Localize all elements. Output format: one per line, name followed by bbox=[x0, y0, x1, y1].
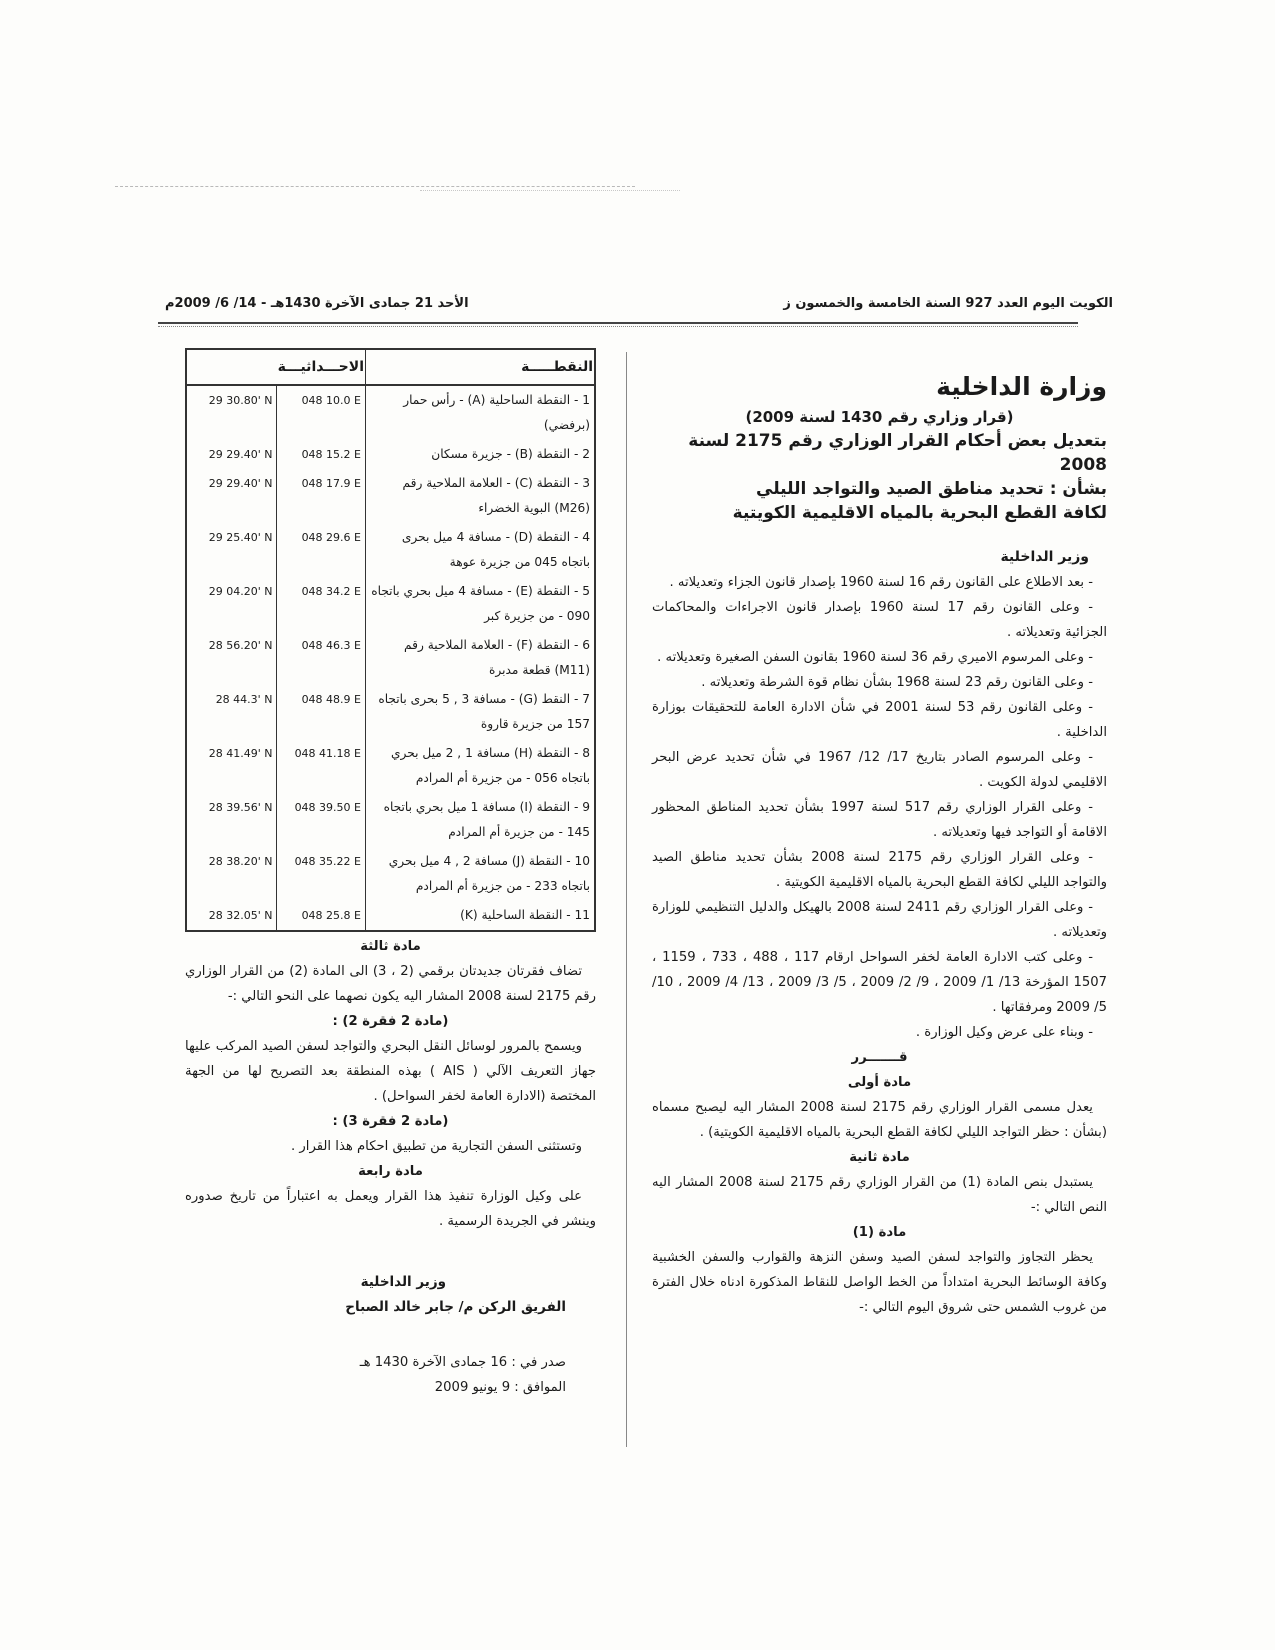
longitude-cell: 048 41.18 E bbox=[277, 739, 366, 793]
latitude-cell: 28 44.3' N bbox=[215, 693, 273, 706]
point-cell: 3 - النقطة (C) - العلامة الملاحية رقم (M26) البوية الخضراء bbox=[402, 476, 590, 515]
latitude-cell: 29 30.80' N bbox=[208, 394, 273, 407]
longitude-cell: 048 17.9 E bbox=[277, 469, 366, 523]
table-row bbox=[186, 631, 595, 685]
issue-date-gregorian: الموافق : 9 يونيو 2009 bbox=[434, 1380, 566, 1395]
decree-subject-1: بتعديل بعض أحكام القرار الوزاري رقم 2175 لسنة 2008 bbox=[688, 431, 1107, 475]
column-header-coords: الاحـــداثيـــة bbox=[186, 349, 366, 385]
longitude-cell: 048 39.50 E bbox=[277, 793, 366, 847]
decided-heading: قـــــــرر bbox=[851, 1050, 908, 1065]
preamble-item: - وعلى القرار الوزاري رقم 2175 لسنة 2008 بشأن تحديد مناطق الصيد والتواجد الليلي لكافة القطع البحرية بالمياه الاقليمية الكويتية . bbox=[652, 850, 1107, 890]
article-3-title: مادة ثالثة bbox=[360, 939, 421, 954]
article-one-text: يحظر التجاوز والتواجد لسفن الصيد وسفن النزهة والقوارب والسفن الخشبية وكافة الوسائط البحرية امتداداً من الخط الواصل للنقاط المذكورة ادناه خلال الفترة من غروب الشمس حتى شروق اليوم التالي :- bbox=[652, 1250, 1107, 1315]
table-row bbox=[186, 739, 595, 793]
preamble-item: - وعلى القانون رقم 23 لسنة 1968 بشأن نظام قوة الشرطة وتعديلاته . bbox=[701, 675, 1093, 690]
latitude-cell: 28 39.56' N bbox=[208, 801, 273, 814]
preamble-item: - وعلى القانون رقم 53 لسنة 2001 في شأن الادارة العامة للتحقيقات بوزارة الداخلية . bbox=[652, 700, 1107, 740]
point-cell: 1 - النقطة الساحلية (A) - رأس حمار (برفضي) bbox=[403, 393, 590, 432]
signature-name: الفريق الركن م/ جابر خالد الصباح bbox=[345, 1299, 566, 1315]
decree-subject-2: بشأن : تحديد مناطق الصيد والتواجد الليلي bbox=[756, 479, 1107, 499]
longitude-cell: 048 25.8 E bbox=[277, 901, 366, 931]
article-one-title: مادة (1) bbox=[852, 1225, 907, 1240]
point-cell: 2 - النقطة (B) - جزيرة مسكان bbox=[431, 447, 590, 461]
longitude-cell: 048 10.0 E bbox=[277, 385, 366, 440]
minister-label: وزير الداخلية bbox=[1000, 549, 1089, 565]
latitude-cell: 28 38.20' N bbox=[208, 855, 273, 868]
preamble-item: - وعلى القرار الوزاري رقم 517 لسنة 1997 بشأن تحديد المناطق المحظور الاقامة أو التواجد فيها وتعديلاته . bbox=[652, 800, 1107, 840]
longitude-cell: 048 48.9 E bbox=[277, 685, 366, 739]
decree-column bbox=[652, 372, 1107, 1320]
table-row bbox=[186, 469, 595, 523]
preamble-item: - وعلى المرسوم الصادر بتاريخ 17/ 12/ 1967 في شأن تحديد عرض البحر الاقليمي لدولة الكويت . bbox=[652, 750, 1107, 790]
latitude-cell: 28 56.20' N bbox=[208, 639, 273, 652]
ministry-title: وزارة الداخلية bbox=[936, 372, 1107, 401]
point-cell: 6 - النقطة (F) - العلامة الملاحية رقم (M11) قطعة مدبرة bbox=[404, 638, 590, 677]
article-4-title: مادة رابعة bbox=[358, 1164, 423, 1179]
article-1-title: مادة أولى bbox=[847, 1075, 912, 1090]
point-cell: 9 - النقطة (I) مسافة 1 ميل بحري باتجاه 145 - من جزيرة أم المرادم bbox=[383, 800, 590, 839]
coordinates-table bbox=[185, 348, 596, 932]
decree-subject-3: لكافة القطع البحرية بالمياه الاقليمية الكويتية bbox=[732, 503, 1107, 523]
preamble-item: - وعلى كتب الادارة العامة لخفر السواحل ارقام 117 ، 488 ، 733 ، 1159 ، 1507 المؤرخة 13/ 1/ 2009 ، 9/ 2/ 2009 ، 5/ 3/ 2009 ، 13/ 4/ 2009 ، 10/ 5/ 2009 ومرفقاتها . bbox=[652, 950, 1108, 1015]
table-row bbox=[186, 440, 595, 469]
signature-title: وزير الداخلية bbox=[360, 1274, 446, 1290]
article-2-text: يستبدل بنص المادة (1) من القرار الوزاري رقم 2175 لسنة 2008 المشار اليه النص التالي :- bbox=[652, 1175, 1107, 1215]
latitude-cell: 29 29.40' N bbox=[208, 477, 273, 490]
table-row bbox=[186, 793, 595, 847]
column-divider bbox=[626, 352, 627, 1447]
article-4-text: على وكيل الوزارة تنفيذ هذا القرار ويعمل به اعتباراً من تاريخ صدوره وينشر في الجريدة الرسمية . bbox=[185, 1189, 596, 1229]
header-rule bbox=[158, 322, 1078, 324]
preamble-item: - وعلى المرسوم الاميري رقم 36 لسنة 1960 بقانون السفن الصغيرة وتعديلاته . bbox=[657, 650, 1093, 665]
article-2-title: مادة ثانية bbox=[849, 1150, 910, 1165]
preamble-item: - وعلى القانون رقم 17 لسنة 1960 بإصدار قانون الاجراءات والمحاكمات الجزائية وتعديلاته . bbox=[652, 600, 1107, 640]
table-row bbox=[186, 901, 595, 931]
latitude-cell: 29 04.20' N bbox=[208, 585, 273, 598]
point-cell: 10 - النقطة (J) مسافة 2 , 4 ميل بحري باتجاه 233 - من جزيرة أم المرادم bbox=[388, 854, 590, 893]
longitude-cell: 048 15.2 E bbox=[277, 440, 366, 469]
table-row bbox=[186, 577, 595, 631]
latitude-cell: 29 29.40' N bbox=[208, 448, 273, 461]
table-row bbox=[186, 385, 595, 440]
issue-date-hijri: صدر في : 16 جمادى الآخرة 1430 هـ bbox=[359, 1355, 566, 1370]
gazette-header-date: الأحد 21 جمادى الآخرة 1430هـ - 14/ 6/ 2009م bbox=[165, 296, 469, 311]
latitude-cell: 28 32.05' N bbox=[208, 909, 273, 922]
longitude-cell: 048 35.22 E bbox=[277, 847, 366, 901]
point-cell: 11 - النقطة الساحلية (K) bbox=[460, 908, 590, 922]
gazette-header-issue: الكويت اليوم العدد 927 السنة الخامسة والخمسون ز bbox=[783, 296, 1113, 311]
preamble-item: - وبناء على عرض وكيل الوزارة . bbox=[915, 1025, 1093, 1040]
latitude-cell: 28 41.49' N bbox=[208, 747, 273, 760]
preamble-item: - بعد الاطلاع على القانون رقم 16 لسنة 1960 بإصدار قانون الجزاء وتعديلاته . bbox=[669, 575, 1093, 590]
table-row bbox=[186, 523, 595, 577]
column-header-point: النقطـــــة bbox=[366, 349, 596, 385]
scan-artifact bbox=[420, 190, 680, 193]
header-rule-dotted bbox=[158, 326, 1078, 327]
para-2-text: ويسمح بالمرور لوسائل النقل البحري والتواجد لسفن الصيد المركب عليها جهاز التعريف الآلي ( AIS ) بهذه المنطقة بعد التصريح لها من الجهة المختصة (الادارة العامة لخفر السواحل) . bbox=[185, 1039, 596, 1104]
longitude-cell: 048 46.3 E bbox=[277, 631, 366, 685]
longitude-cell: 048 34.2 E bbox=[277, 577, 366, 631]
article-1-text: يعدل مسمى القرار الوزاري رقم 2175 لسنة 2008 المشار اليه ليصبح مسماه (بشأن : حظر التواجد الليلي لكافة القطع البحرية بالمياه الاقليمية الكويتية) . bbox=[652, 1100, 1107, 1140]
table-row bbox=[186, 685, 595, 739]
para-3-text: وتستثنى السفن التجارية من تطبيق احكام هذا القرار . bbox=[291, 1139, 582, 1154]
coordinates-column bbox=[185, 348, 596, 1400]
table-row bbox=[186, 847, 595, 901]
para-3-title: (مادة 2 فقرة 3) : bbox=[332, 1114, 449, 1129]
longitude-cell: 048 29.6 E bbox=[277, 523, 366, 577]
point-cell: 4 - النقطة (D) - مسافة 4 ميل بحرى باتجاه 045 من جزيرة عوهة bbox=[401, 530, 590, 569]
para-2-title: (مادة 2 فقرة 2) : bbox=[332, 1014, 449, 1029]
point-cell: 8 - النقطة (H) مسافة 1 , 2 ميل بحري باتجاه 056 - من جزيرة أم المرادم bbox=[390, 746, 590, 785]
decree-number: (قرار وزاري رقم 1430 لسنة 2009) bbox=[745, 408, 1014, 426]
article-3-text: تضاف فقرتان جديدتان برقمي (2 ، 3) الى المادة (2) من القرار الوزاري رقم 2175 لسنة 2008 المشار اليه يكون نصهما على النحو التالي :- bbox=[185, 964, 596, 1004]
latitude-cell: 29 25.40' N bbox=[208, 531, 273, 544]
preamble-item: - وعلى القرار الوزاري رقم 2411 لسنة 2008 بالهيكل والدليل التنظيمي للوزارة وتعديلاته . bbox=[652, 900, 1107, 940]
point-cell: 7 - النقط (G) - مسافة 3 , 5 بحرى باتجاه 157 من جزيرة قاروة bbox=[378, 692, 590, 731]
point-cell: 5 - النقطة (E) - مسافة 4 ميل بحري باتجاه 090 - من جزيرة كبر bbox=[371, 584, 590, 623]
